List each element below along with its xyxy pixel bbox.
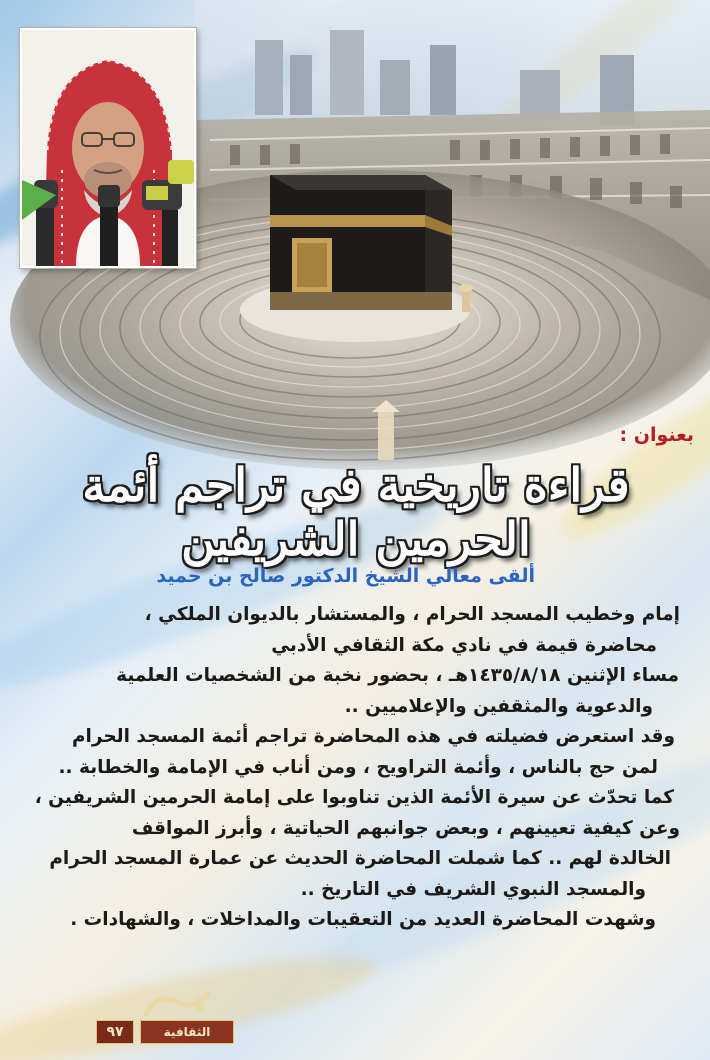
page-number: ٩٧ <box>96 1020 134 1044</box>
body-line: وقد استعرض فضيلته في هذه المحاضرة تراجم أئمة المسجد الحرام <box>71 726 675 747</box>
speaker-portrait <box>20 28 196 268</box>
magazine-brand: الثقافية <box>140 1020 234 1044</box>
body-line: إمام وخطيب المسجد الحرام ، والمستشار بالديوان الملكي ، <box>144 604 680 625</box>
intro-line: ألقى معالي الشيخ الدكتور صالح بن حميد <box>156 565 535 587</box>
body-line: وشهدت المحاضرة العديد من التعقيبات والمداخلات ، والشهادات . <box>70 909 656 930</box>
body-line: لمن حج بالناس ، وأئمة التراويح ، ومن أناب في الإمامة والخطابة .. <box>58 756 658 778</box>
body-line: كما تحدّث عن سيرة الأئمة الذين تناوبوا على إمامة الحرمين الشريفين ، <box>34 787 674 808</box>
body-line: محاضرة قيمة في نادي مكة الثقافي الأدبي <box>271 634 657 656</box>
page-title: قراءة تاريخية في تراجم أئمة الحرمين الشريفين <box>82 458 630 566</box>
body-line: والدعوية والمثقفين والإعلاميين .. <box>344 695 653 717</box>
body-line: مساء الإثنين ١٤٣٥/٨/١٨هـ ، بحضور نخبة من الشخصيات العلمية <box>116 665 679 686</box>
title-label: بعنوان : <box>619 424 694 446</box>
article-body <box>20 600 680 936</box>
makkah-logo <box>138 988 224 1022</box>
body-line: وعن كيفية تعيينهم ، وبعض جوانبهم الحياتية ، وأبرز المواقف <box>131 817 680 839</box>
body-line: الخالدة لهم .. كما شملت المحاضرة الحديث عن عمارة المسجد الحرام <box>49 848 671 869</box>
body-line: والمسجد النبوي الشريف في التاريخ .. <box>300 878 646 900</box>
